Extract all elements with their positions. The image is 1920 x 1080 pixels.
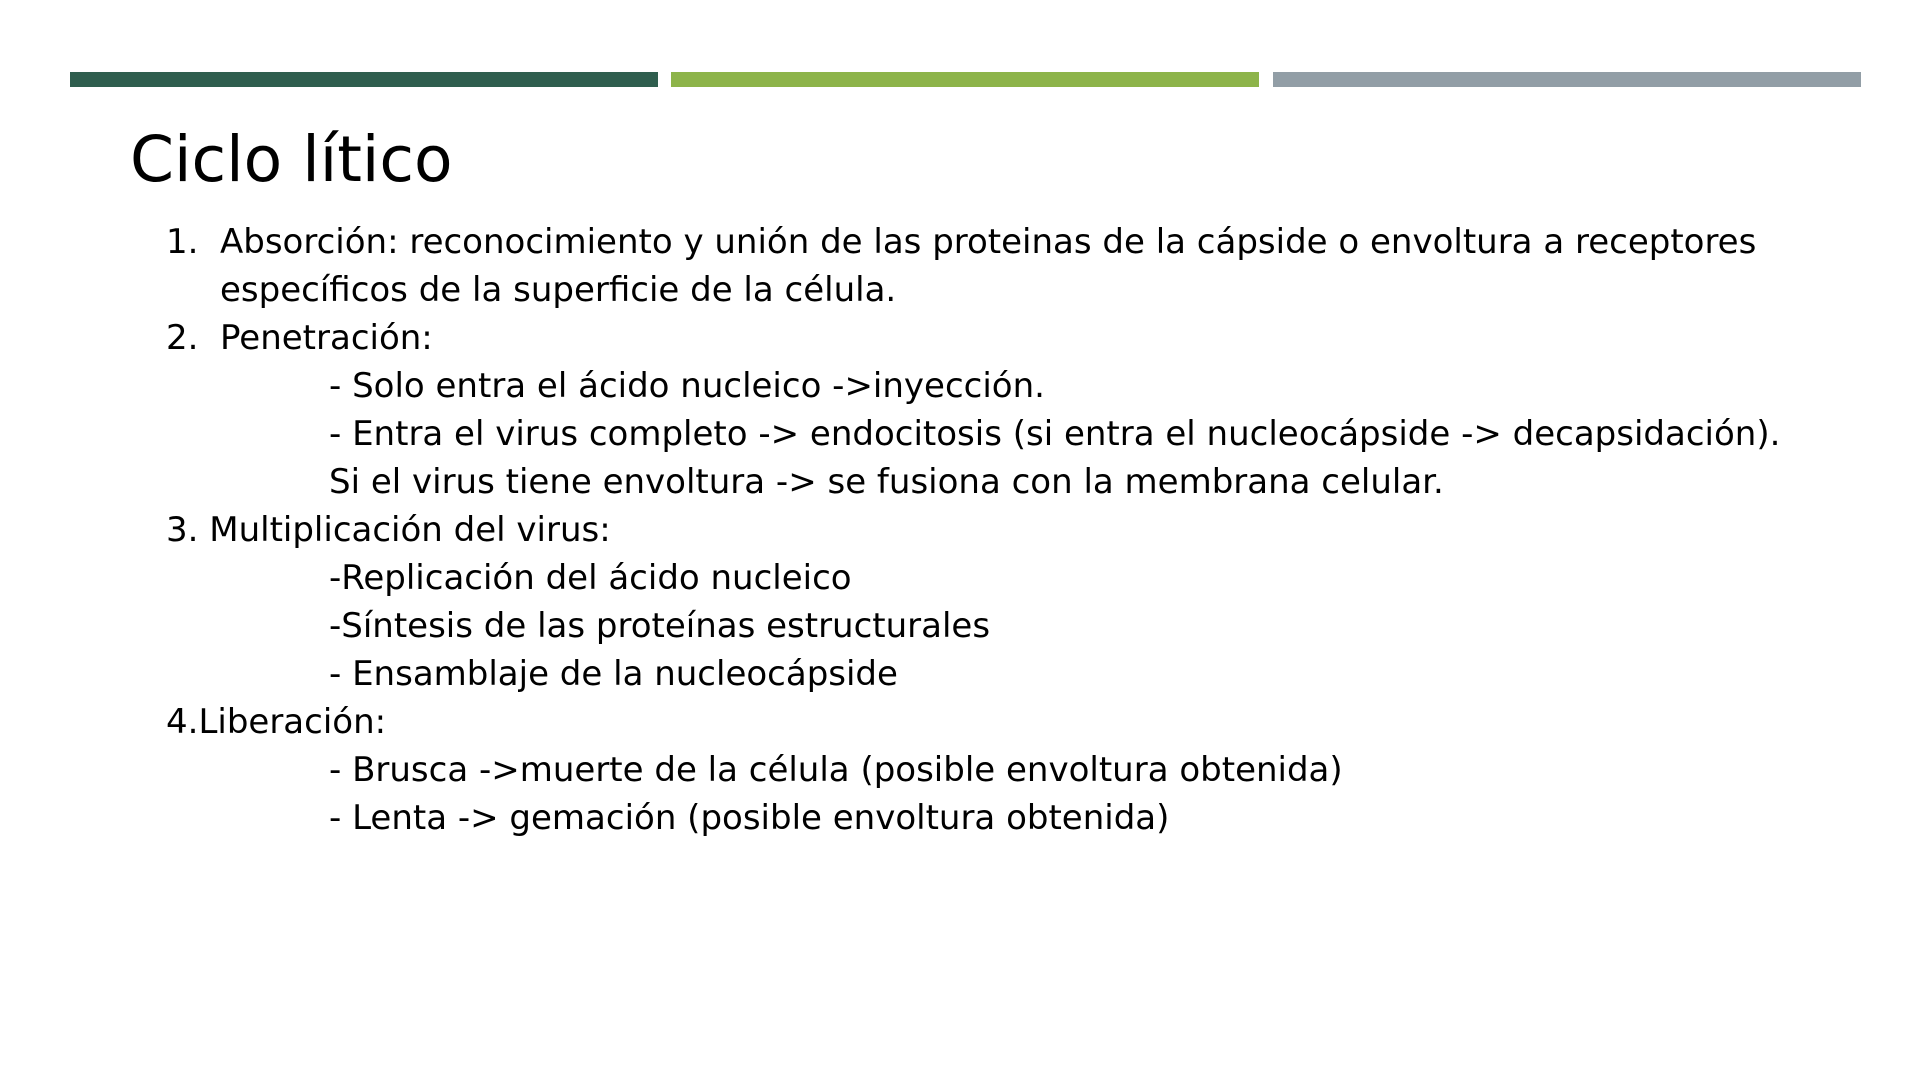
item-1-line-2: específicos de la superficie de la célula. — [220, 270, 897, 310]
list-marker-1: 1. — [166, 222, 199, 262]
item-4-heading: 4.Liberación: — [166, 702, 387, 742]
item-2-subline-2: - Entra el virus completo -> endocitosis (si entra el nucleocápside -> decapsidación). — [329, 414, 1781, 454]
top-accent-bar-light-green — [671, 72, 1259, 87]
list-marker-2: 2. — [166, 318, 199, 358]
item-4-subline-1: - Brusca ->muerte de la célula (posible envoltura obtenida) — [329, 750, 1343, 790]
item-2-subline-3: Si el virus tiene envoltura -> se fusiona con la membrana celular. — [329, 462, 1444, 502]
item-4-subline-2: - Lenta -> gemación (posible envoltura obtenida) — [329, 798, 1170, 838]
top-accent-bar-gray — [1273, 72, 1861, 87]
item-2-subline-1: - Solo entra el ácido nucleico ->inyección. — [329, 366, 1045, 406]
item-3-subline-3: - Ensamblaje de la nucleocápside — [329, 654, 898, 694]
item-2-heading: Penetración: — [220, 318, 433, 358]
item-3-subline-1: -Replicación del ácido nucleico — [329, 558, 852, 598]
item-3-subline-2: -Síntesis de las proteínas estructurales — [329, 606, 991, 646]
slide-title: Ciclo lítico — [130, 123, 453, 196]
item-1-line-1: Absorción: reconocimiento y unión de las proteinas de la cápside o envoltura a receptores — [220, 222, 1757, 262]
item-3-heading: 3. Multiplicación del virus: — [166, 510, 611, 550]
top-accent-bar-dark-green — [70, 72, 658, 87]
